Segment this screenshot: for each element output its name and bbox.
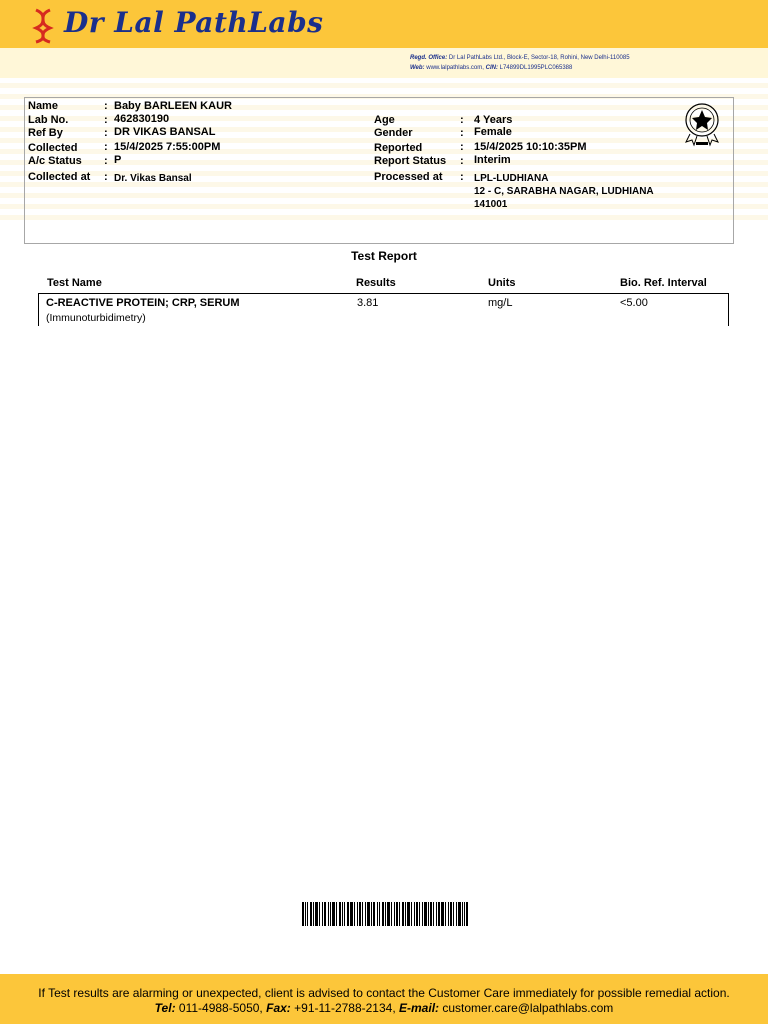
test-result: 3.81	[357, 297, 379, 309]
reported-datetime: 15/4/2025 10:10:35PM	[474, 141, 587, 153]
report-title: Test Report	[351, 249, 417, 263]
report-status: Interim	[474, 154, 511, 166]
office-strip	[0, 48, 768, 78]
ac-status-label: A/c Status	[28, 155, 82, 167]
age: 4 Years	[474, 114, 513, 126]
col-header-ref-interval: Bio. Ref. Interval	[620, 277, 707, 289]
col-header-test-name: Test Name	[47, 277, 102, 289]
ref-by: DR VIKAS BANSAL	[114, 126, 216, 138]
tel-label: Tel:	[154, 1001, 176, 1015]
col-header-results: Results	[356, 277, 396, 289]
office-label: Regd. Office:	[410, 55, 448, 61]
reported-label: Reported	[374, 142, 423, 154]
gender: Female	[474, 126, 512, 138]
barcode	[302, 902, 468, 926]
footer-contacts	[0, 1001, 768, 1015]
processed-address: 12 - C, SARABHA NAGAR, LUDHIANA	[474, 186, 654, 197]
cin-label: CIN:	[485, 65, 498, 71]
cin-number: L74899DL1995PLC065388	[499, 65, 573, 71]
web-url: www.lalpathlabs.com,	[426, 65, 484, 71]
email-label: E-mail:	[399, 1001, 440, 1015]
colon: :	[460, 171, 464, 183]
fax-number: +91-11-2788-2134,	[294, 1001, 396, 1015]
colon: :	[104, 100, 108, 112]
fax-label: Fax:	[266, 1001, 291, 1015]
processed-pincode: 141001	[474, 199, 508, 210]
collected-label: Collected	[28, 142, 78, 154]
age-label: Age	[374, 114, 395, 126]
email-address[interactable]: customer.care@lalpathlabs.com	[442, 1001, 614, 1015]
colon: :	[460, 114, 464, 126]
colon: :	[460, 127, 464, 139]
colon: :	[104, 171, 108, 183]
tel-number: 011-4988-5050,	[178, 1001, 263, 1015]
colon: :	[104, 114, 108, 126]
lab-no-label: Lab No.	[28, 114, 69, 126]
web-label: Web:	[410, 65, 425, 71]
colon: :	[104, 155, 108, 167]
patient-name: Baby BARLEEN KAUR	[114, 100, 232, 112]
office-info	[410, 53, 630, 73]
collected-at-label: Collected at	[28, 171, 91, 183]
ref-by-label: Ref By	[28, 127, 63, 139]
test-method: (Immunoturbidimetry)	[46, 312, 146, 324]
report-status-label: Report Status	[374, 155, 447, 167]
colon: :	[104, 127, 108, 139]
dna-logo-icon	[32, 8, 54, 44]
colon: :	[104, 141, 108, 153]
office-address: Dr Lal PathLabs Ltd., Block-E, Sector-18, Rohini, New Delhi-110085	[448, 55, 630, 61]
ac-status: P	[114, 154, 122, 166]
test-unit: mg/L	[488, 297, 513, 309]
colon: :	[460, 155, 464, 167]
brand-logo-text: Dr Lal PathLabs	[64, 6, 324, 39]
footer-advisory: If Test results are alarming or unexpected, client is advised to contact the Customer Care immediately for possible remedial action.	[38, 986, 730, 1000]
processed-lab: LPL-LUDHIANA	[474, 173, 549, 184]
gender-label: Gender	[374, 127, 413, 139]
processed-at-label: Processed at	[374, 171, 443, 183]
name-label: Name	[28, 100, 58, 112]
lab-no: 462830190	[114, 113, 170, 125]
colon: :	[460, 141, 464, 153]
test-name: C-REACTIVE PROTEIN; CRP, SERUM	[46, 297, 240, 309]
collected-at: Dr. Vikas Bansal	[114, 173, 192, 184]
test-ref-interval: <5.00	[620, 297, 648, 309]
accreditation-seal-icon	[682, 102, 722, 148]
collected-datetime: 15/4/2025 7:55:00PM	[114, 141, 221, 153]
col-header-units: Units	[488, 277, 516, 289]
